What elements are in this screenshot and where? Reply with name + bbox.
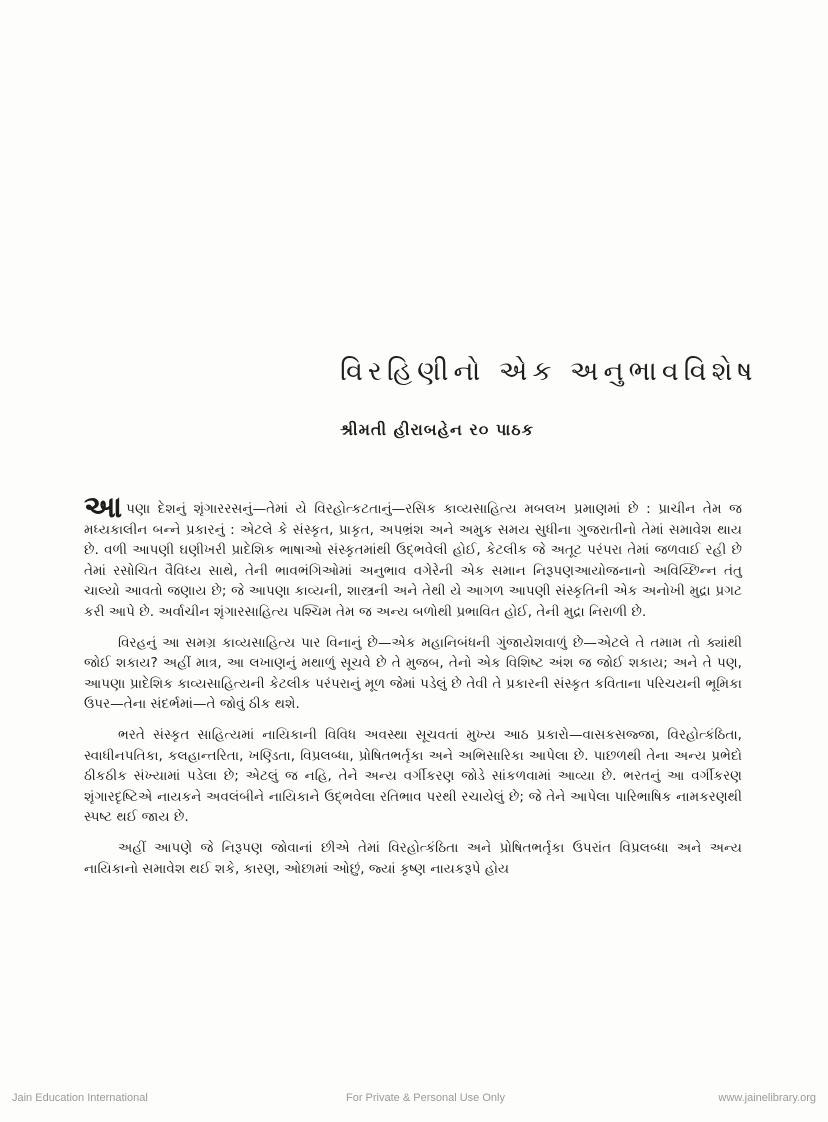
article-title: વિરહિણીનો એક અનુભાવવિશેષ (340, 356, 758, 388)
paragraph-2: વિરહનું આ સમગ્ર કાવ્યસાહિત્ય પાર વિનાનું છે—એક મહાનિબંધની ગુંજાયેશવાળું છે—એટલે તે તમામ તો ક્યાંથી જોઈ શકાય? અહીં માત્ર, આ લખાણનું મથાળું સૂચવે છે તે મુજબ, તેનો એક વિશિષ્ટ અંશ જ જોઈ શકાય; અને તે પણ, આપણા પ્રાદેશિક કાવ્યસાહિત્યની કેટલીક પરંપરાનું મૂળ જેમાં પડેલું છે તેવી તે પ્રકારની સંસ્કૃત કવિતાના પરિચયની ભૂમિકા ઉપર—તેના સંદર્ભમાં—તે જોવું ઠીક થશે. (84, 634, 742, 713)
paragraph-4: અહીં આપણે જે નિરૂપણ જોવાનાં છીએ તેમાં વિરહોત્કંઠિતા અને પ્રોષિતભર્તૃકા ઉપરાંત વિપ્રલબ્ધા અને અન્ય નાયિકાનો સમાવેશ થઈ શકે, કારણ, ઓછામાં ઓછું, જ્યાં કૃષ્ણ નાયકરૂપે હોય (84, 839, 742, 877)
drop-cap: આ (84, 490, 123, 525)
article-body (84, 490, 742, 889)
paragraph-1-text: પણા દેશનું શૃંગારરસનું—તેમાં યે વિરહોત્કટતાનું—રસિક કાવ્યસાહિત્ય મબલખ પ્રમાણમાં છે : પ્રાચીન તેમ જ મધ્યકાલીન બન્ને પ્રકારનું : એટલે કે સંસ્કૃત, પ્રાકૃત, અપભ્રંશ અને અમુક સમય સુધીના ગુજરાતીનો તેમાં સમાવેશ થાય છે. વળી આપણી ઘણીખરી પ્રાદેશિક ભાષાઓ સંસ્કૃતમાંથી ઉદ્ભવેલી હોઈ, કેટલીક જે અતૂટ પરંપરા તેમાં જળવાઈ રહી છે તેમાં રસોચિત વૈવિધ્ય સાથે, તેની ભાવભંગિઓમાં અનુભાવ વગેરેની એક સમાન નિરૂપણઆયોજનાનો અવિચ્છિન્ન તંતુ ચાલ્યો આવતો જણાય છે; જે આપણા કાવ્યની, શાસ્ત્રની અને તેથી યે આગળ આપણી સંસ્કૃતિની એક અનોખી મુદ્રા પ્રગટ કરી આપે છે. અર્વાચીન શૃંગારસાહિત્ય પશ્ચિમ તેમ જ અન્ય બળોથી પ્રભાવિત હોઈ, તેની મુદ્રા નિરાળી છે. (84, 501, 742, 620)
article-author: શ્રીમતી હીરાબહેન ર૦ પાઠક (340, 420, 534, 439)
footer-usage-notice: For Private & Personal Use Only (346, 1092, 505, 1104)
footer-publisher: Jain Education International (12, 1092, 148, 1104)
paragraph-1 (84, 490, 742, 623)
footer-website-link[interactable]: www.jainelibrary.org (718, 1092, 816, 1104)
paragraph-3: ભરતે સંસ્કૃત સાહિત્યમાં નાયિકાની વિવિધ અવસ્થા સૂચવતાં મુખ્ય આઠ પ્રકારો—વાસકસજ્જા, વિરહોત્કંઠિતા, સ્વાધીનપતિકા, કલહાન્તરિતા, ખણ્ડિતા, વિપ્રલબ્ધા, પ્રોષિતભર્તૃકા અને અભિસારિકા આપેલા છે. પાછળથી તેના અન્ય પ્રભેદો ઠીકઠીક સંખ્યામાં પડેલા છે; એટલું જ નહિ, તેને અન્ય વર્ગીકરણ જોડે સાંકળવામાં આવ્યા છે. ભરતનું આ વર્ગીકરણ શૃંગારદૃષ્ટિએ નાયકને અવલંબીને નાયિકાને ઉદ્ભવેલા રતિભાવ પરથી રચાયેલું છે; જે તેને આપેલા પારિભાષિક નામકરણથી સ્પષ્ટ થઈ જાય છે. (84, 726, 742, 826)
page-footer (0, 1092, 828, 1112)
